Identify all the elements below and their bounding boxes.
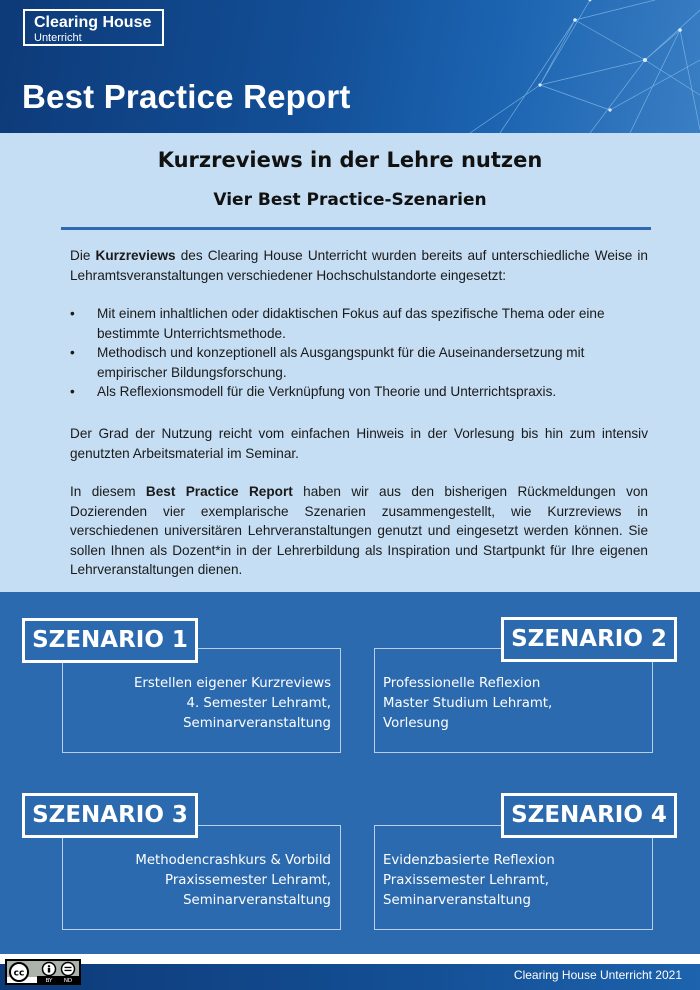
list-item: • Methodisch und konzeptionell als Ausgangspunkt für die Auseinandersetzung mit empirischer Bildungsforschung. [70,345,585,380]
bullet-icon: • [70,345,75,360]
logo-subtitle: Unterricht [34,32,82,44]
scenario-4-card: Evidenzbasierte Reflexion Praxissemester Lehramt, Seminarveranstaltung [374,825,653,930]
list-item: • Als Reflexionsmodell für die Verknüpfung von Theorie und Unterrichtspraxis. [70,382,648,402]
intro-paragraph-1: Die Kurzreviews des Clearing House Unterricht wurden bereits auf unterschiedliche Weise in Lehramtsveranstaltungen verschiedener Hochschulstandorte eingesetzt: [70,248,648,283]
scenario-3-card: Methodencrashkurs & Vorbild Praxissemester Lehramt, Seminarveranstaltung [62,825,341,930]
network-graphic [440,0,700,133]
bullet-icon: • [70,384,75,399]
kurzreviews-emphasis: Kurzreviews [95,248,176,263]
usage-list [70,304,648,402]
scenario-2-label: SZENARIO 2 [501,617,677,662]
intro-paragraph-3: In diesem Best Practice Report haben wir aus den bisherigen Rückmeldungen von Dozierenden vier exemplarische Szenarien zusammengestellt, wie Kurzreviews in verschiedenen universitären Lehrveranstaltungen genutzt und eingesetzt werden können. Sie sollen Ihnen als Dozent*in in der Lehrerbildung als Inspiration und Startpunkt für Ihre eigenen Lehrveranstaltungen dienen. [70,484,648,577]
svg-text:ND: ND [63,978,73,983]
scenario-3-label: SZENARIO 3 [22,793,198,838]
page-subtitle: Vier Best Practice-Szenarien [213,190,487,210]
header-banner [0,0,700,133]
footer-copyright: Clearing House Unterricht 2021 [513,968,682,982]
svg-text:BY: BY [45,978,53,983]
list-item: • Mit einem inhaltlichen oder didaktischen Fokus auf das spezifische Thema oder eine bestimmte Unterrichtsmethode. [70,306,605,341]
report-title: Best Practice Report [22,78,351,115]
intro-paragraph-2: Der Grad der Nutzung reicht vom einfachen Hinweis in der Vorlesung bis hin zum intensiv genutzten Arbeitsmaterial im Seminar. [70,426,648,461]
cc-by-nd-icon [7,961,79,983]
page-title: Kurzreviews in der Lehre nutzen [157,148,543,172]
logo [23,9,164,46]
cc-license-badge [5,959,81,985]
title-divider [61,227,651,230]
logo-title: Clearing House [34,14,152,31]
scenario-4-label: SZENARIO 4 [501,793,677,838]
report-emphasis: Best Practice Report [145,484,293,499]
bullet-icon: • [70,306,75,321]
svg-text:cc: cc [13,968,25,979]
scenario-1-label: SZENARIO 1 [22,618,198,663]
scenario-1-card: Erstellen eigener Kurzreviews 4. Semester Lehramt, Seminarveranstaltung [62,648,341,753]
scenario-2-card: Professionelle Reflexion Master Studium Lehramt, Vorlesung [374,648,653,753]
footer-gap [0,954,700,964]
